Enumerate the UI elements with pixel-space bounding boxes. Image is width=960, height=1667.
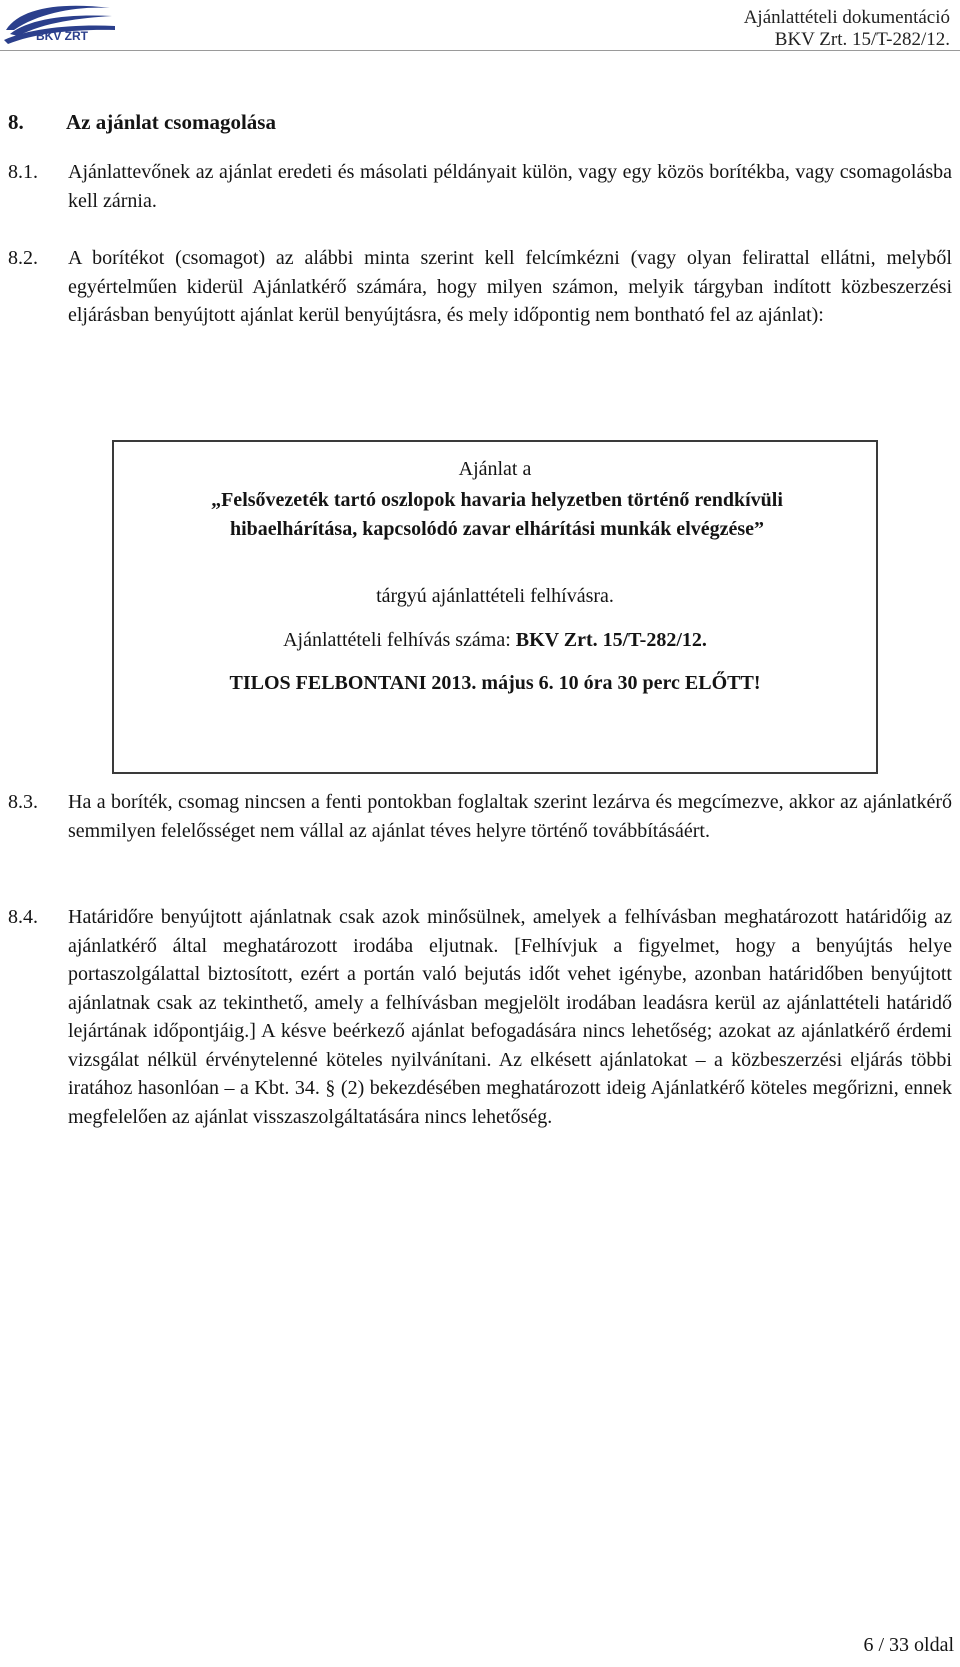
page-number: 6 / 33 oldal <box>863 1634 954 1656</box>
bkv-logo <box>0 0 118 46</box>
envelope-reference-label: Ajánlattételi felhívás száma: <box>283 629 516 651</box>
paragraph-8-3 <box>8 788 952 845</box>
section-number: 8. <box>8 110 24 134</box>
paragraph-number: 8.4. <box>8 906 38 928</box>
paragraph-8-1 <box>8 158 952 215</box>
page-header <box>0 0 960 51</box>
paragraph-number: 8.3. <box>8 791 38 813</box>
envelope-subject-title: „Felsővezeték tartó oszlopok havaria helyzetben történő rendkívüli hibaelhárítása, kapcsolódó zavar elhárítási munkák elvégzése” <box>211 489 783 540</box>
envelope-do-not-open-warning: TILOS FELBONTANI 2013. május 6. 10 óra 30 perc ELŐTT! <box>229 672 761 694</box>
envelope-intro: Ajánlat a <box>458 458 532 480</box>
paragraph-text: Ajánlattevőnek az ajánlat eredeti és másolati példányait külön, vagy egy közös borítékba, vagy csomagolásba kell zárnia. <box>68 161 952 212</box>
envelope-label-box <box>112 440 878 774</box>
paragraph-number: 8.2. <box>8 247 38 269</box>
doc-title: Ajánlattételi dokumentáció <box>743 7 950 28</box>
section-heading <box>8 110 276 135</box>
paragraph-text: Határidőre benyújtott ajánlatnak csak azok minősülnek, amelyek a felhívásban meghatározott határidőig az ajánlatkérő által meghatározott irodába eljutnak. [Felhívjuk a figyelmet, hogy a benyújtás helye portaszolgálattal biztosított, ezért a portán való bejutás időt vehet igénybe, azonban határidőben benyújtott ajánlatnak csak az tekinthető, amely a felhívásban megjelölt irodában leadásra kerül az ajánlattételi határidő lejártának időpontjáig.] A késve beérkező ajánlat befogadására nincs lehetőség; azokat az ajánlatkérő érdemi vizsgálat nélkül érvénytelenné köteles nyilvánítani. Az elkésett ajánlatokat – a közbeszerzési eljárás többi iratához hasonlóan – a Kbt. 34. § (2) bekezdésében meghatározott ideig Ajánlatkérő köteles megőrizni, ennek megfelelően az ajánlat visszaszolgáltatására nincs lehetőség. <box>68 906 952 1128</box>
header-info <box>744 7 950 51</box>
envelope-reference-value: BKV Zrt. 15/T-282/12. <box>515 629 707 651</box>
paragraph-text: Ha a boríték, csomag nincsen a fenti pontokban foglaltak szerint lezárva és megcímezve, akkor az ajánlatkérő semmilyen felelősséget nem vállal az ajánlat téves helyre történő továbbításáért. <box>68 791 952 842</box>
envelope-reference <box>114 629 876 652</box>
paragraph-text: A borítékot (csomagot) az alábbi minta szerint kell felcímkézni (vagy olyan felirattal ellátni, melyből egyértelműen kiderül Ajánlatkérő számára, hogy milyen számon, melyik tárgyban indított közbeszerzési eljárásban benyújtott ajánlat kerül benyújtásra, és mely időpontig nem bontható fel az ajánlat): <box>68 247 952 326</box>
doc-ref: BKV Zrt. 15/T-282/12. <box>774 29 950 50</box>
paragraph-number: 8.1. <box>8 161 38 183</box>
section-title: Az ajánlat csomagolása <box>66 110 276 134</box>
paragraph-8-4 <box>8 903 952 1131</box>
logo-text: BKV ZRT <box>36 29 88 43</box>
paragraph-8-2 <box>8 244 952 330</box>
envelope-subject-suffix: tárgyú ajánlattételi felhívásra. <box>376 585 614 607</box>
